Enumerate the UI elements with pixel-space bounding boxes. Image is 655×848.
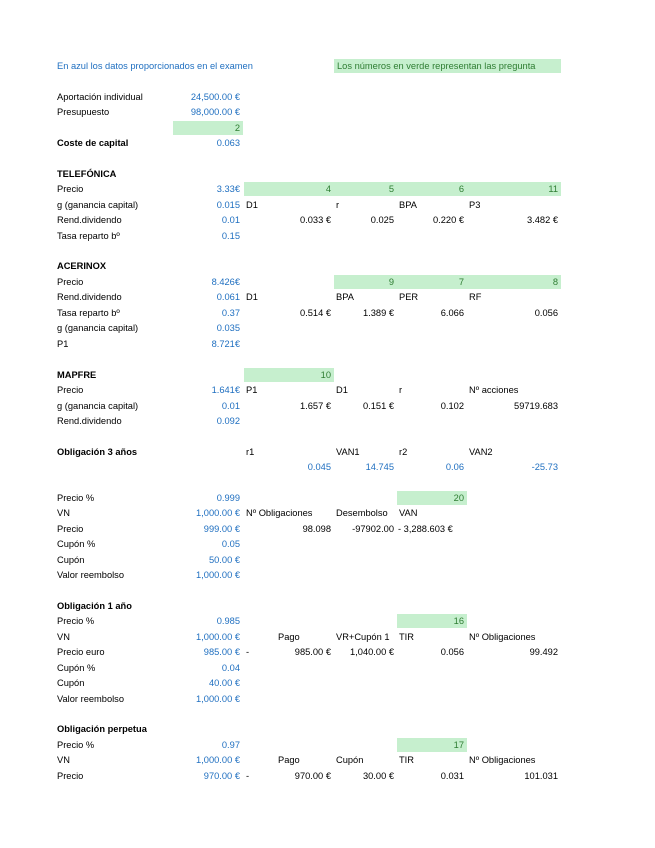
- obl1-vn-label: VN: [57, 632, 70, 642]
- obl3-title: Obligación 3 años: [57, 447, 138, 457]
- acerinox-tasa-label: Tasa reparto bº: [57, 308, 120, 318]
- obl3-nobl-value: 98.098: [302, 524, 331, 534]
- question-7: 7: [458, 277, 464, 287]
- acerinox-rf-header: RF: [469, 292, 482, 302]
- telefonica-p3-value: 3.482 €: [526, 215, 558, 225]
- telefonica-g-label: g (ganancia capital): [57, 200, 139, 210]
- mapfre-d1-value: 0.151 €: [362, 401, 394, 411]
- acerinox-g-value[interactable]: 0.035: [216, 323, 240, 333]
- perpetua-vn-label: VN: [57, 755, 70, 765]
- perpetua-vn-value[interactable]: 1,000.00 €: [196, 755, 240, 765]
- acerinox-rf-value: 0.056: [534, 308, 558, 318]
- acerinox-title: ACERINOX: [57, 261, 107, 271]
- obl1-nobl-value: 99.492: [529, 647, 558, 657]
- obl3-r1-value[interactable]: 0.045: [307, 462, 331, 472]
- acerinox-g-label: g (ganancia capital): [57, 323, 139, 333]
- coste-label: Coste de capital: [57, 138, 129, 148]
- telefonica-bpa-header: BPA: [399, 200, 417, 210]
- blue-note: En azul los datos proporcionados en el examen: [57, 61, 253, 71]
- obl3-cupon-pct-label: Cupón %: [57, 539, 96, 549]
- telefonica-title: TELEFÓNICA: [57, 169, 117, 179]
- question-17: 17: [453, 740, 464, 750]
- obl3-van-value: - 3,288.603 €: [398, 524, 453, 534]
- telefonica-rend-label: Rend.dividendo: [57, 215, 122, 225]
- acerinox-d1-header: D1: [246, 292, 258, 302]
- obl3-vn-label: VN: [57, 508, 70, 518]
- mapfre-d1-header: D1: [336, 385, 348, 395]
- mapfre-acciones-header: Nº acciones: [469, 385, 519, 395]
- perpetua-tir-header: TIR: [399, 755, 414, 765]
- perpetua-pago-header: Pago: [278, 755, 300, 765]
- telefonica-tasa-label: Tasa reparto bº: [57, 231, 120, 241]
- acerinox-per-header: PER: [399, 292, 419, 302]
- perpetua-tir-value: 0.031: [440, 771, 464, 781]
- question-8: 8: [552, 277, 558, 287]
- obl3-precio-pct-label: Precio %: [57, 493, 95, 503]
- obl1-cupon-pct-label: Cupón %: [57, 663, 96, 673]
- obl3-precio-label: Precio: [57, 524, 84, 534]
- perpetua-precio-value[interactable]: 970.00 €: [203, 771, 240, 781]
- mapfre-g-label: g (ganancia capital): [57, 401, 139, 411]
- obl3-precio-pct-value[interactable]: 0.999: [216, 493, 240, 503]
- acerinox-d1-value: 0.514 €: [299, 308, 331, 318]
- obl1-tir-header: TIR: [399, 632, 414, 642]
- mapfre-g-value[interactable]: 0.01: [221, 401, 240, 411]
- obl3-desemb-value: -97902.00: [352, 524, 394, 534]
- perpetua-precio-label: Precio: [57, 771, 84, 781]
- question-6: 6: [458, 184, 464, 194]
- question-4: 4: [325, 184, 331, 194]
- obl1-cupon-label: Cupón: [57, 678, 85, 688]
- question-5: 5: [388, 184, 394, 194]
- obl1-tir-value: 0.056: [440, 647, 464, 657]
- green-note: Los números en verde representan las pregunta: [337, 61, 536, 71]
- obl1-pago-header: Pago: [278, 632, 300, 642]
- obl1-precio-label: Precio euro: [57, 647, 105, 657]
- telefonica-tasa-value[interactable]: 0.15: [221, 231, 240, 241]
- aportacion-label: Aportación individual: [57, 92, 143, 102]
- telefonica-d1-header: D1: [246, 200, 258, 210]
- question-10: 10: [320, 370, 331, 380]
- obl1-vrcupon-value: 1,040.00 €: [350, 647, 394, 657]
- telefonica-rend-value[interactable]: 0.01: [221, 215, 240, 225]
- obl1-cupon-pct-value[interactable]: 0.04: [221, 663, 240, 673]
- mapfre-rend-label: Rend.dividendo: [57, 416, 122, 426]
- obl1-reembolso-value[interactable]: 1,000.00 €: [196, 694, 240, 704]
- question-2: 2: [234, 123, 240, 133]
- perpetua-dash: -: [246, 771, 250, 781]
- obl3-r2-header: r2: [399, 447, 408, 457]
- question-9: 9: [388, 277, 394, 287]
- obl1-cupon-value[interactable]: 40.00 €: [208, 678, 240, 688]
- obl3-van-header: VAN: [399, 508, 418, 518]
- obl3-vn-value[interactable]: 1,000.00 €: [196, 508, 240, 518]
- mapfre-r-value: 0.102: [440, 401, 464, 411]
- telefonica-precio-label: Precio: [57, 184, 84, 194]
- acerinox-p1-label: P1: [57, 339, 69, 349]
- mapfre-precio-label: Precio: [57, 385, 84, 395]
- question-20: 20: [453, 493, 464, 503]
- mapfre-p1-value: 1.657 €: [299, 401, 331, 411]
- coste-value[interactable]: 0.063: [216, 138, 240, 148]
- perpetua-precio-pct-label: Precio %: [57, 740, 95, 750]
- acerinox-bpa-value: 1.389 €: [362, 308, 394, 318]
- obl1-precio-pct-label: Precio %: [57, 616, 95, 626]
- obl1-reembolso-label: Valor reembolso: [57, 694, 125, 704]
- perpetua-nobl-value: 101.031: [524, 771, 558, 781]
- mapfre-rend-value[interactable]: 0.092: [216, 416, 240, 426]
- obl1-nobl-header: Nº Obligaciones: [469, 632, 536, 642]
- perpetua-title: Obligación perpetua: [57, 724, 147, 734]
- perpetua-pago-value: 970.00 €: [294, 771, 331, 781]
- obl3-r2-value[interactable]: 0.06: [445, 462, 464, 472]
- acerinox-tasa-value[interactable]: 0.37: [221, 308, 240, 318]
- obl3-reembolso-label: Valor reembolso: [57, 570, 125, 580]
- telefonica-g-value[interactable]: 0.015: [216, 200, 240, 210]
- acerinox-per-value: 6.066: [440, 308, 464, 318]
- acerinox-rend-value[interactable]: 0.061: [216, 292, 240, 302]
- perpetua-precio-pct-value[interactable]: 0.97: [221, 740, 240, 750]
- acerinox-precio-value[interactable]: 8.426€: [211, 277, 240, 287]
- obl1-vn-value[interactable]: 1,000.00 €: [196, 632, 240, 642]
- obl3-precio-value[interactable]: 999.00 €: [203, 524, 240, 534]
- obl1-title: Obligación 1 año: [57, 601, 132, 611]
- telefonica-p3-header: P3: [469, 200, 481, 210]
- telefonica-bpa-value: 0.220 €: [432, 215, 464, 225]
- presupuesto-value[interactable]: 98,000.00 €: [190, 107, 240, 117]
- mapfre-title: MAPFRE: [57, 370, 97, 380]
- obl3-desemb-header: Desembolso: [336, 508, 388, 518]
- perpetua-cupon-header: Cupón: [336, 755, 364, 765]
- aportacion-value[interactable]: 24,500.00 €: [190, 92, 240, 102]
- obl3-van1-header: VAN1: [336, 447, 360, 457]
- obl1-dash: -: [246, 647, 250, 657]
- presupuesto-label: Presupuesto: [57, 107, 110, 117]
- mapfre-acciones-value: 59719.683: [514, 401, 558, 411]
- mapfre-precio-value[interactable]: 1.641€: [211, 385, 240, 395]
- telefonica-r-header: r: [336, 200, 340, 210]
- acerinox-precio-label: Precio: [57, 277, 84, 287]
- obl1-precio-value[interactable]: 985.00 €: [203, 647, 240, 657]
- telefonica-d1-value: 0.033 €: [299, 215, 331, 225]
- acerinox-p1-value[interactable]: 8.721€: [211, 339, 240, 349]
- obl1-pago-value: 985.00 €: [294, 647, 331, 657]
- acerinox-rend-label: Rend.dividendo: [57, 292, 122, 302]
- obl3-r1-header: r1: [246, 447, 255, 457]
- obl3-cupon-pct-value[interactable]: 0.05: [221, 539, 240, 549]
- obl1-precio-pct-value[interactable]: 0.985: [216, 616, 240, 626]
- telefonica-r-value: 0.025: [370, 215, 394, 225]
- mapfre-p1-header: P1: [246, 385, 258, 395]
- obl3-van2-value[interactable]: -25.73: [531, 462, 558, 472]
- perpetua-cupon-value: 30.00 €: [362, 771, 394, 781]
- obl1-vrcupon-header: VR+Cupón 1: [336, 632, 390, 642]
- question-16: 16: [453, 616, 464, 626]
- telefonica-precio-value[interactable]: 3.33€: [216, 184, 240, 194]
- acerinox-bpa-header: BPA: [336, 292, 354, 302]
- obl3-reembolso-value[interactable]: 1,000.00 €: [196, 570, 240, 580]
- obl3-cupon-value[interactable]: 50.00 €: [208, 555, 240, 565]
- obl3-cupon-label: Cupón: [57, 555, 85, 565]
- obl3-nobl-header: Nº Obligaciones: [246, 508, 313, 518]
- obl3-van2-header: VAN2: [469, 447, 493, 457]
- perpetua-nobl-header: Nº Obligaciones: [469, 755, 536, 765]
- obl3-van1-value[interactable]: 14.745: [365, 462, 394, 472]
- question-11: 11: [548, 184, 558, 194]
- mapfre-r-header: r: [399, 385, 403, 395]
